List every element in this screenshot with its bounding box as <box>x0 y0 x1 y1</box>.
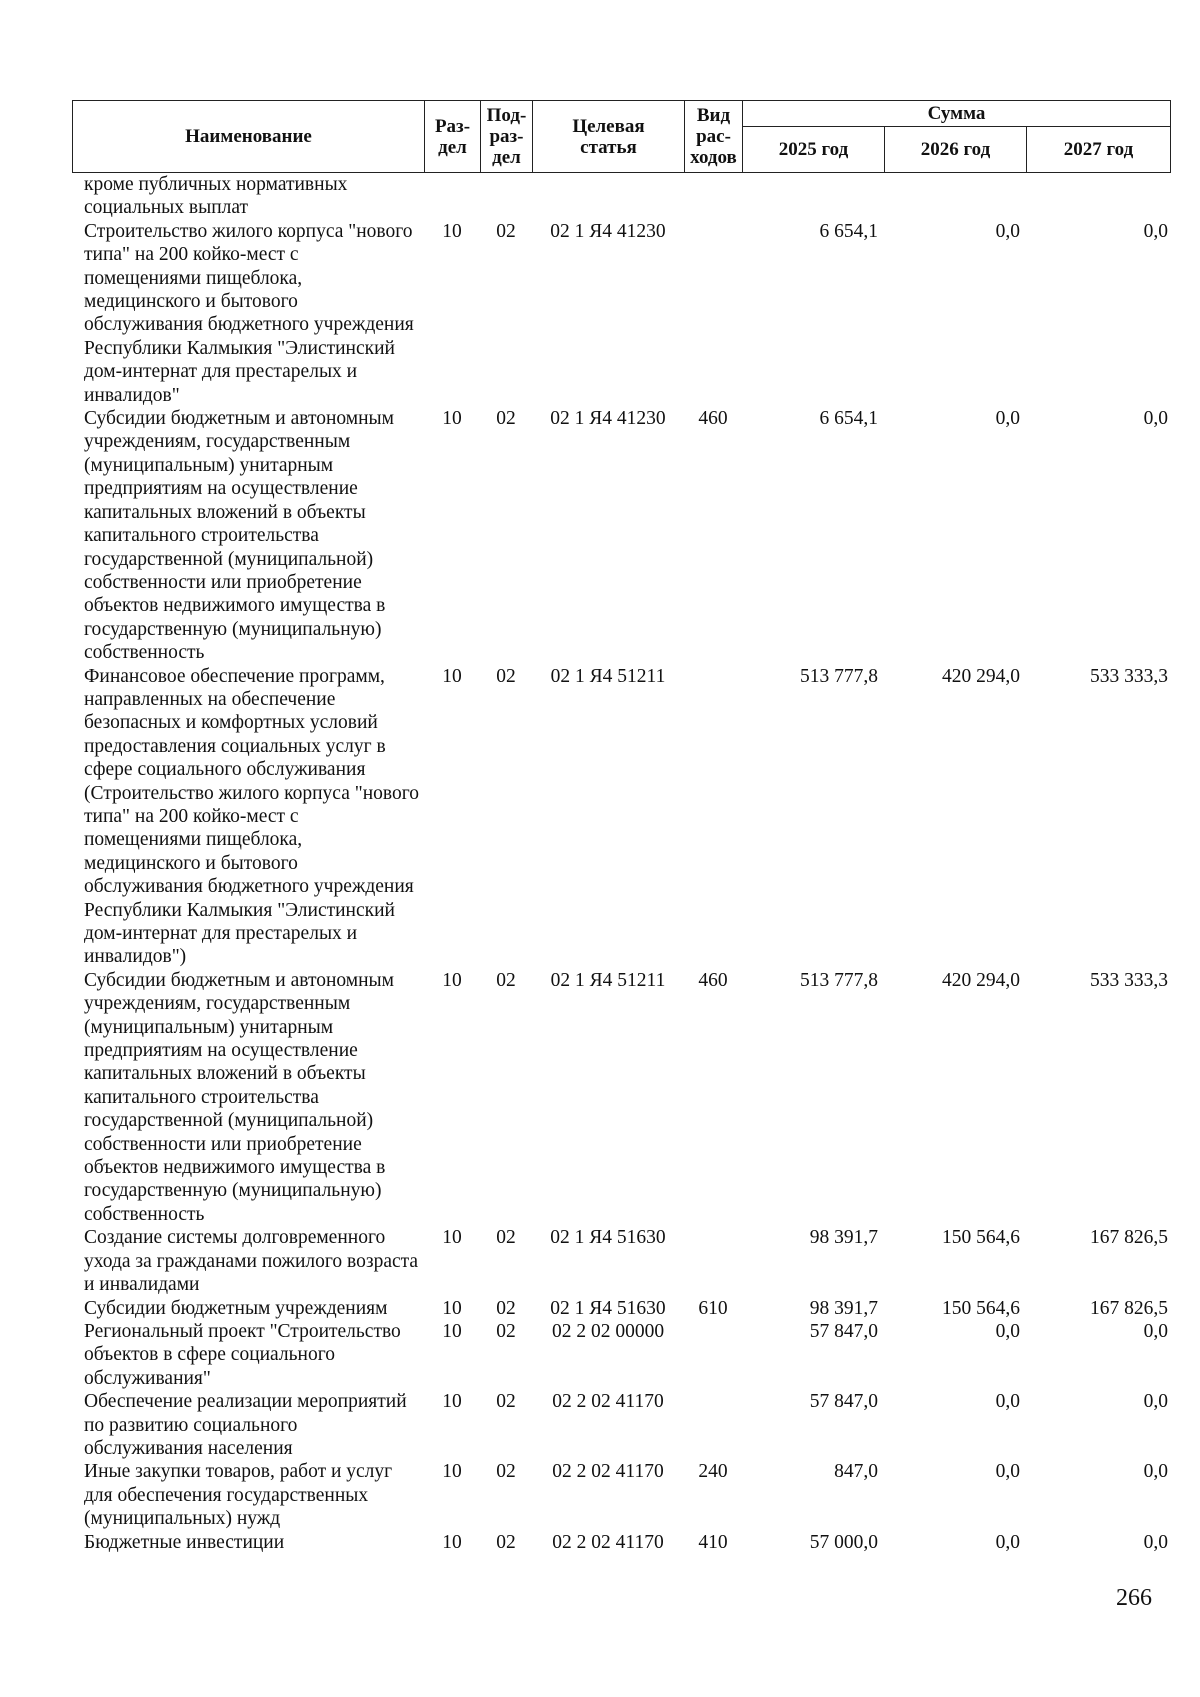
header-2025: 2025 год <box>743 127 885 173</box>
table-row <box>72 969 1170 1226</box>
row-vid <box>684 1226 742 1296</box>
table-row <box>72 1531 1170 1554</box>
row-vid: 410 <box>698 1531 728 1553</box>
row-name: Региональный проект "Строительство объектов в сфере социального обслуживания" <box>84 1320 401 1389</box>
row-2026: 150 564,6 <box>942 1297 1020 1319</box>
row-2027: 167 826,5 <box>1090 1227 1168 1249</box>
row-name: Субсидии бюджетным учреждениям <box>84 1297 388 1319</box>
row-name: Создание системы долговременного ухода за гражданами пожилого возраста и инвалидами <box>84 1227 419 1296</box>
row-podrazdel: 02 <box>496 1391 516 1413</box>
row-2027: 0,0 <box>1143 1320 1168 1342</box>
row-2025: 98 391,7 <box>809 1227 878 1249</box>
row-razdel <box>424 173 480 220</box>
row-2025: 57 847,0 <box>809 1320 878 1342</box>
row-2027: 533 333,3 <box>1090 969 1168 991</box>
row-target: 02 1 Я4 51211 <box>550 665 666 687</box>
row-target: 02 2 02 41170 <box>552 1461 664 1483</box>
row-2025: 98 391,7 <box>809 1297 878 1319</box>
row-name: Субсидии бюджетным и автономным учреждениям, государственным (муниципальным) унитарным предприятиям на осуществление капитальных вложений в объекты капитального строительства государственной (муниципальной) собственности или приобретение объектов недвижимого имущества в государственную (муниципальную) собственность <box>84 969 394 1225</box>
row-vid <box>684 173 742 220</box>
row-2026: 0,0 <box>995 1320 1020 1342</box>
row-2026: 0,0 <box>995 408 1020 430</box>
row-podrazdel: 02 <box>496 665 516 687</box>
row-name: Обеспечение реализации мероприятий по развитию социального обслуживания населения <box>84 1391 407 1459</box>
table-row <box>72 1297 1170 1320</box>
row-razdel: 10 <box>442 1391 462 1413</box>
row-podrazdel: 02 <box>496 1320 516 1342</box>
header-sum: Сумма <box>743 101 1171 127</box>
row-name: Финансовое обеспечение программ, направленных на обеспечение безопасных и комфортных условий предоставления социальных услуг в сфере социального обслуживания (Строительство жилого корпуса "нового типа" на 200 койко-мест с помещениями пищеблока, медицинского и бытового обслуживания бюджетного учреждения Республики Калмыкия "Элистинский дом-интернат для престарелых и инвалидов") <box>84 665 419 968</box>
row-podrazdel: 02 <box>496 1227 516 1249</box>
row-target: 02 1 Я4 51630 <box>550 1227 666 1249</box>
header-razdel: Раз- дел <box>425 101 481 173</box>
row-vid: 460 <box>698 969 728 991</box>
row-2025 <box>742 173 884 220</box>
row-2026: 420 294,0 <box>942 665 1020 687</box>
header-podrazdel: Под- раз- дел <box>481 101 533 173</box>
row-target: 02 1 Я4 41230 <box>550 220 666 242</box>
row-2027: 0,0 <box>1143 408 1168 430</box>
header-2026: 2026 год <box>885 127 1027 173</box>
row-2027 <box>1026 173 1170 220</box>
row-target: 02 2 02 41170 <box>552 1391 664 1413</box>
row-2027: 167 826,5 <box>1090 1297 1168 1319</box>
row-2025: 513 777,8 <box>800 665 878 687</box>
row-2025: 513 777,8 <box>800 969 878 991</box>
row-vid: 460 <box>698 408 728 430</box>
table-row <box>72 665 1170 969</box>
table-row <box>72 173 1170 220</box>
row-razdel: 10 <box>442 665 462 687</box>
row-2025: 6 654,1 <box>819 408 878 430</box>
header-name: Наименование <box>73 101 425 173</box>
row-vid <box>684 220 742 407</box>
row-razdel: 10 <box>442 220 462 242</box>
table-row <box>72 220 1170 407</box>
row-podrazdel: 02 <box>496 220 516 242</box>
table-row <box>72 1226 1170 1296</box>
header-target: Целевая статья <box>533 101 685 173</box>
row-podrazdel <box>480 173 532 220</box>
row-razdel: 10 <box>442 1227 462 1249</box>
row-2026: 0,0 <box>995 220 1020 242</box>
row-2027: 0,0 <box>1143 1461 1168 1483</box>
row-name: Строительство жилого корпуса "нового типа" на 200 койко-мест с помещениями пищеблока, медицинского и бытового обслуживания бюджетного учреждения Республики Калмыкия "Элистинский дом-интернат для престарелых и инвалидов" <box>84 220 414 406</box>
row-podrazdel: 02 <box>496 1531 516 1553</box>
row-name: кроме публичных нормативных социальных выплат <box>84 174 348 219</box>
table-row <box>72 1460 1170 1530</box>
row-target: 02 1 Я4 51211 <box>550 969 666 991</box>
table-row <box>72 1320 1170 1390</box>
row-podrazdel: 02 <box>496 1297 516 1319</box>
row-2025: 57 847,0 <box>809 1391 878 1413</box>
row-2027: 0,0 <box>1143 1391 1168 1413</box>
row-target: 02 2 02 00000 <box>551 1320 665 1342</box>
table-row <box>72 407 1170 664</box>
row-razdel: 10 <box>442 1297 462 1319</box>
row-2026: 0,0 <box>995 1391 1020 1413</box>
row-razdel: 10 <box>442 1531 462 1553</box>
row-2027: 533 333,3 <box>1090 665 1168 687</box>
row-name: Бюджетные инвестиции <box>84 1531 285 1553</box>
row-razdel: 10 <box>442 408 462 430</box>
row-name: Субсидии бюджетным и автономным учреждениям, государственным (муниципальным) унитарным предприятиям на осуществление капитальных вложений в объекты капитального строительства государственной (муниципальной) собственности или приобретение объектов недвижимого имущества в государственную (муниципальную) собственность <box>84 408 394 664</box>
row-2025: 57 000,0 <box>809 1531 878 1553</box>
row-name: Иные закупки товаров, работ и услуг для обеспечения государственных (муниципальных) нужд <box>84 1461 393 1530</box>
row-target: 02 2 02 41170 <box>552 1531 664 1553</box>
row-vid: 610 <box>698 1297 728 1319</box>
row-2025: 847,0 <box>834 1461 878 1483</box>
row-2027: 0,0 <box>1143 1531 1168 1553</box>
row-2026: 0,0 <box>995 1461 1020 1483</box>
row-razdel: 10 <box>442 1461 462 1483</box>
row-vid <box>684 1390 742 1460</box>
table-row <box>72 1390 1170 1460</box>
row-vid: 240 <box>698 1461 728 1483</box>
header-vid: Вид рас- ходов <box>685 101 743 173</box>
table-header <box>72 100 1171 173</box>
table-body <box>72 173 1170 1554</box>
row-razdel: 10 <box>442 969 462 991</box>
row-target <box>532 173 684 220</box>
row-2026: 420 294,0 <box>942 969 1020 991</box>
row-podrazdel: 02 <box>496 1461 516 1483</box>
row-2026: 150 564,6 <box>942 1227 1020 1249</box>
row-vid <box>684 665 742 969</box>
row-2026 <box>884 173 1026 220</box>
row-target: 02 1 Я4 51630 <box>550 1297 666 1319</box>
row-2026: 0,0 <box>995 1531 1020 1553</box>
header-2027: 2027 год <box>1027 127 1171 173</box>
row-podrazdel: 02 <box>496 408 516 430</box>
row-podrazdel: 02 <box>496 969 516 991</box>
page-number: 266 <box>1116 1585 1152 1611</box>
row-2025: 6 654,1 <box>819 220 878 242</box>
row-vid <box>684 1320 742 1390</box>
row-2027: 0,0 <box>1143 220 1168 242</box>
budget-table <box>72 100 1170 1554</box>
row-razdel: 10 <box>442 1320 462 1342</box>
row-target: 02 1 Я4 41230 <box>550 408 666 430</box>
